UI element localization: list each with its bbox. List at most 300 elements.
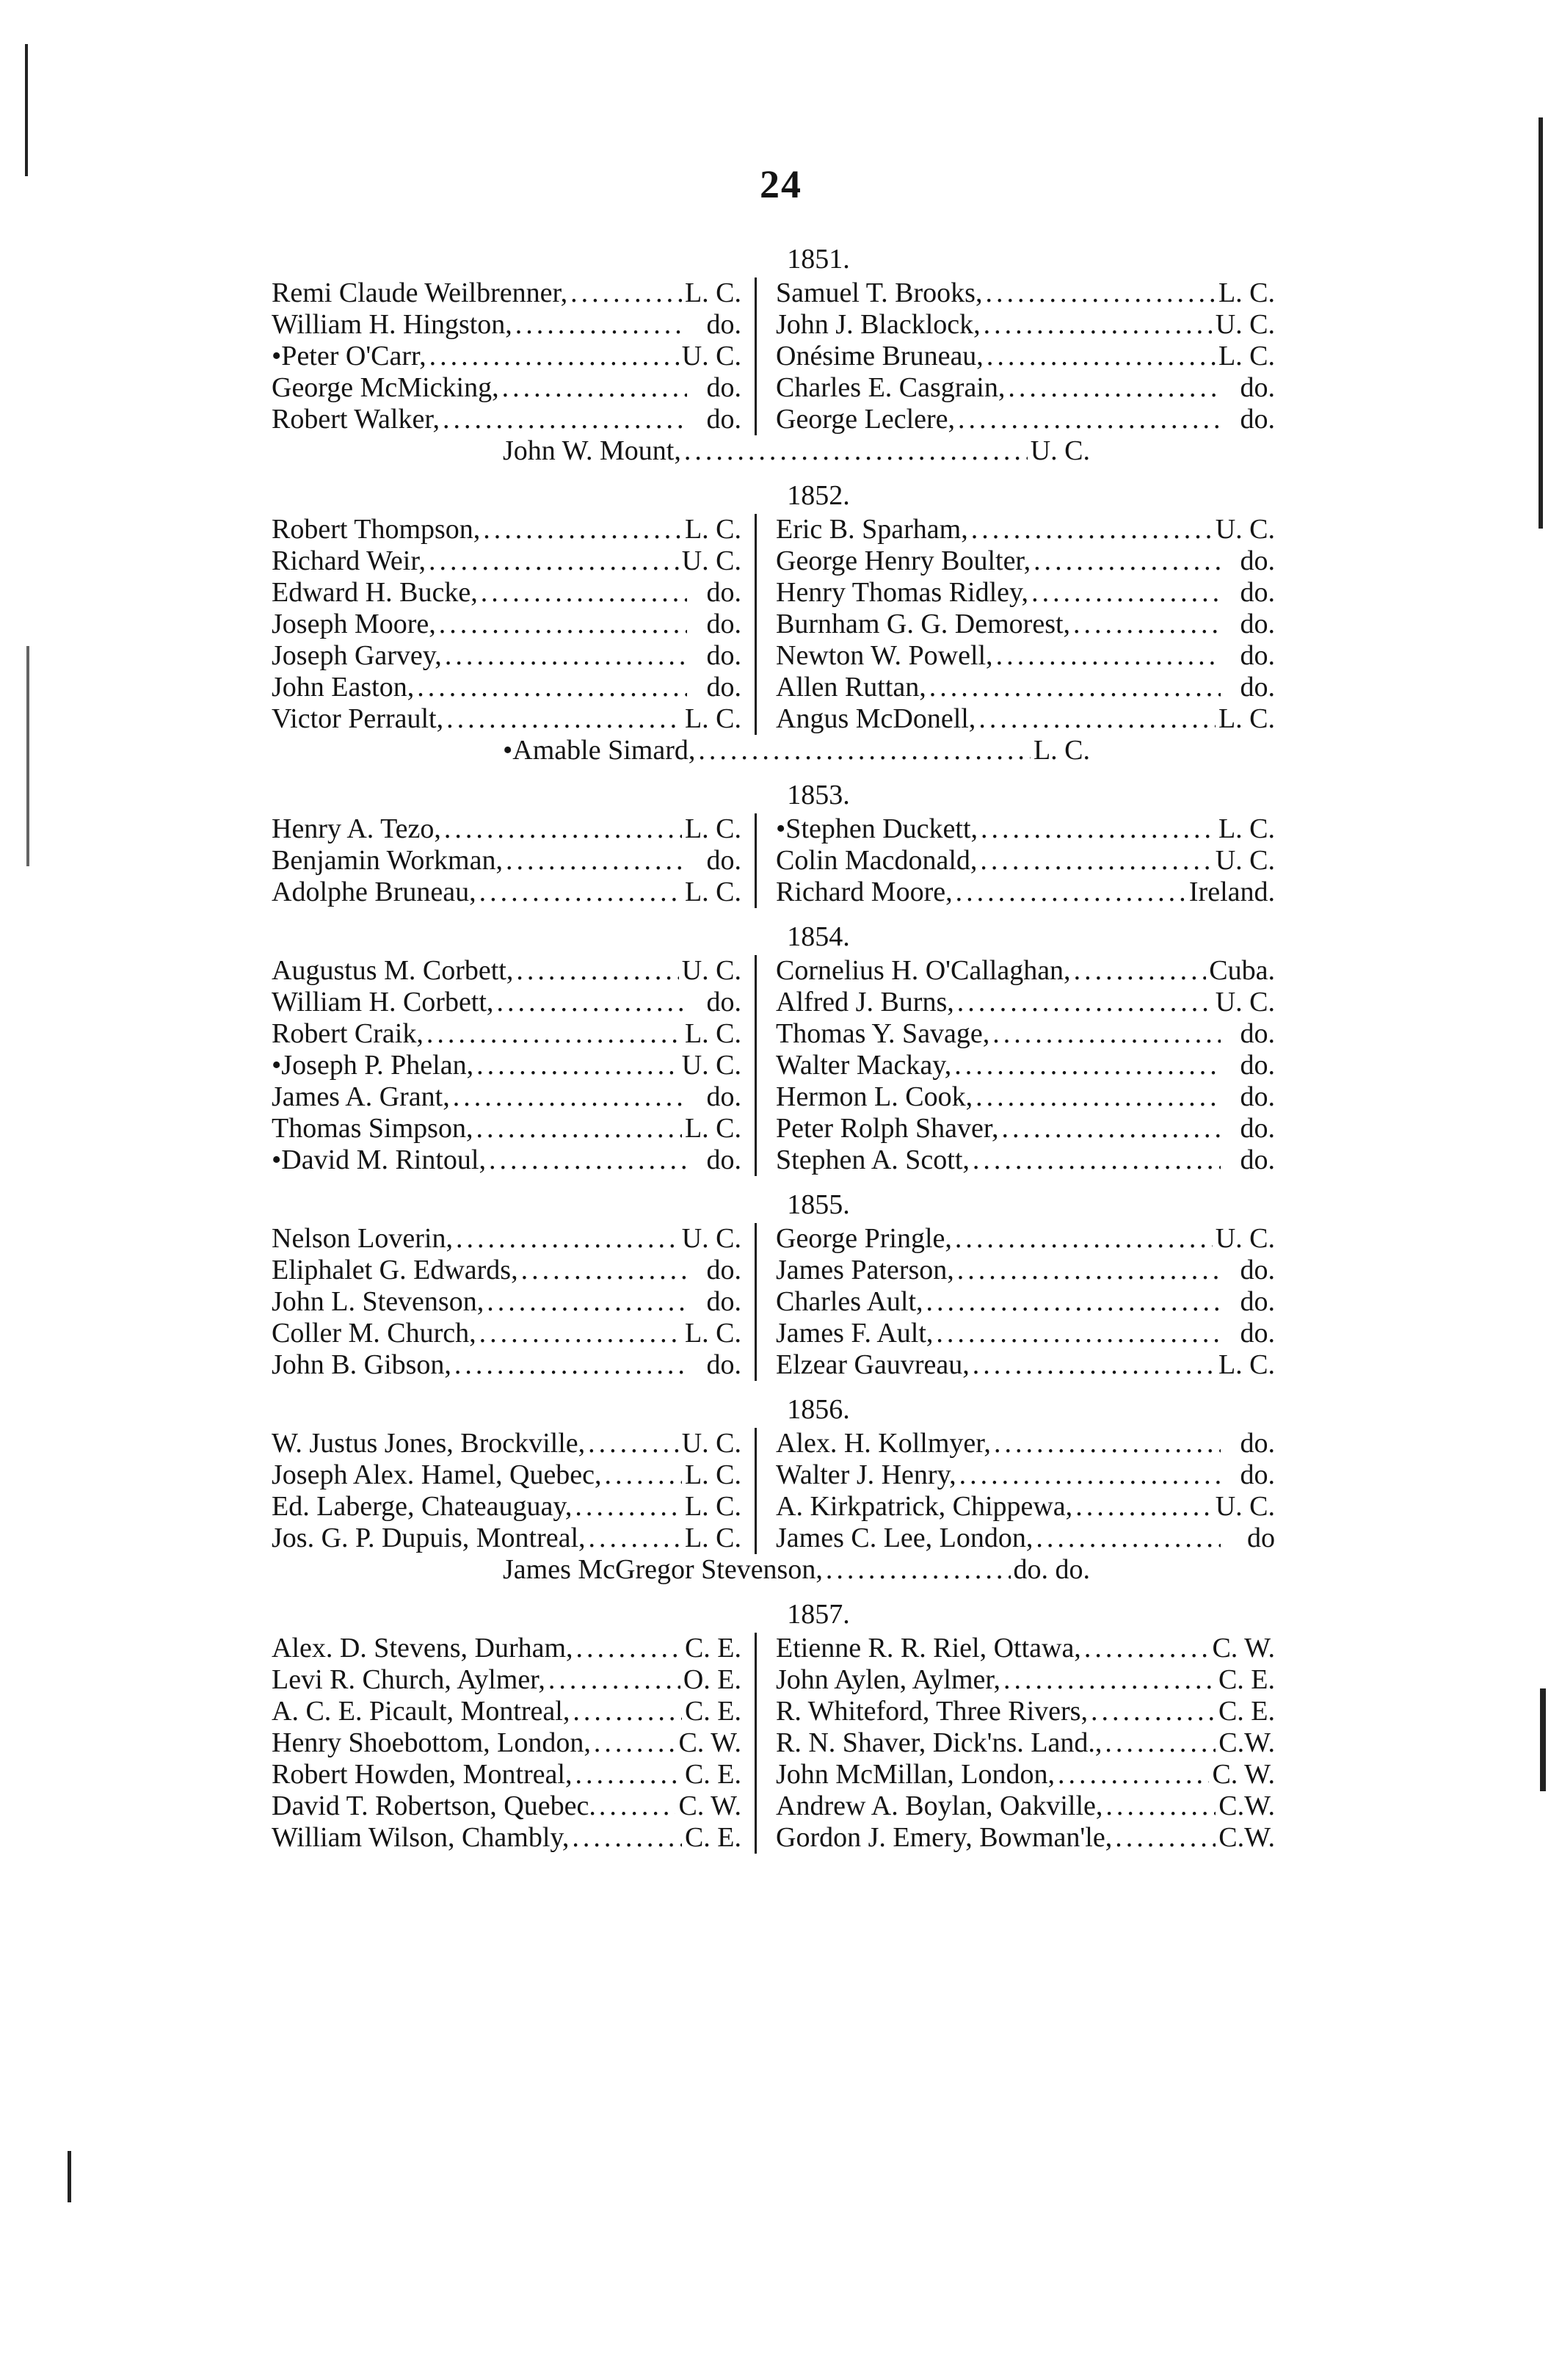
dot-leader bbox=[496, 987, 687, 1018]
entry-location: do. bbox=[706, 640, 741, 671]
dot-leader bbox=[506, 845, 687, 877]
dot-leader bbox=[570, 277, 682, 309]
entry-row bbox=[272, 372, 1321, 404]
dot-leader bbox=[489, 1144, 687, 1176]
left-entry bbox=[272, 703, 755, 735]
dot-leader bbox=[481, 577, 687, 609]
entry-location: C. W. bbox=[678, 1791, 741, 1821]
entry-name: Thomas Simpson, bbox=[272, 1113, 473, 1144]
entry-name: Alex. D. Stevens, Durham, bbox=[272, 1633, 573, 1664]
entry-location: do. bbox=[1240, 372, 1275, 403]
page-number: 24 bbox=[760, 162, 802, 206]
entry-location: C. E. bbox=[684, 1633, 741, 1664]
entry-location: do. bbox=[1240, 1018, 1275, 1049]
dot-leader bbox=[575, 1759, 681, 1791]
entry-name: Angus McDonell, bbox=[776, 703, 976, 734]
year-section bbox=[272, 241, 1321, 477]
entry-row bbox=[272, 609, 1321, 640]
right-entry bbox=[755, 609, 1275, 640]
entry-name: Henry Shoebottom, London, bbox=[272, 1727, 591, 1758]
entry-location: C. E. bbox=[684, 1822, 741, 1853]
dot-leader bbox=[971, 514, 1213, 545]
left-entry bbox=[272, 955, 755, 987]
entry-location: O. E. bbox=[683, 1664, 741, 1695]
year-heading: 1854. bbox=[787, 921, 850, 952]
entry-row bbox=[272, 1428, 1321, 1459]
section-gap bbox=[272, 1381, 1321, 1391]
full-width-entry-inner bbox=[503, 1554, 1090, 1586]
entry-row bbox=[272, 1255, 1321, 1286]
right-entry bbox=[755, 813, 1275, 845]
year-section bbox=[272, 1391, 1321, 1596]
dot-leader bbox=[575, 1491, 682, 1523]
dot-leader bbox=[955, 1223, 1213, 1255]
section-gap bbox=[272, 766, 1321, 777]
entry-name: George McMicking, bbox=[272, 372, 499, 403]
entry-name: John Easton, bbox=[272, 672, 415, 703]
dot-leader bbox=[987, 341, 1216, 372]
year-heading: 1853. bbox=[787, 780, 850, 810]
entry-row bbox=[272, 1759, 1321, 1791]
entry-row bbox=[272, 1459, 1321, 1491]
entry-name: Nelson Loverin, bbox=[272, 1223, 453, 1254]
entry-location: do. bbox=[1240, 1050, 1275, 1081]
left-entry bbox=[272, 672, 755, 703]
registry-list bbox=[272, 241, 1321, 1854]
entry-name: James F. Ault, bbox=[776, 1318, 934, 1349]
right-entry bbox=[755, 640, 1275, 672]
entry-name: Eliphalet G. Edwards, bbox=[272, 1255, 518, 1285]
right-entry bbox=[755, 514, 1275, 545]
entry-name: Coller M. Church, bbox=[272, 1318, 476, 1349]
entry-name: •Amable Simard, bbox=[503, 735, 696, 766]
dot-leader bbox=[1003, 1664, 1216, 1696]
left-entry bbox=[272, 813, 755, 845]
entry-name: John W. Mount, bbox=[503, 435, 681, 466]
entry-location: Ireland. bbox=[1188, 877, 1275, 907]
right-entry bbox=[755, 1491, 1275, 1523]
entry-location: U. C. bbox=[681, 545, 741, 576]
dot-leader bbox=[978, 703, 1216, 735]
entry-row bbox=[272, 1018, 1321, 1050]
dot-leader bbox=[594, 1727, 676, 1759]
entry-name: John McMillan, London, bbox=[776, 1759, 1055, 1790]
entry-name: R. N. Shaver, Dick'ns. Land., bbox=[776, 1727, 1103, 1758]
entry-name: Andrew A. Boylan, Oakville, bbox=[776, 1791, 1103, 1821]
dot-leader bbox=[954, 1050, 1221, 1081]
entry-location: do. do. bbox=[1013, 1554, 1090, 1585]
entry-name: •Stephen Duckett, bbox=[776, 813, 978, 844]
entry-name: Robert Craik, bbox=[272, 1018, 424, 1049]
entry-row bbox=[272, 1696, 1321, 1727]
scan-edge-mark-left-lower bbox=[26, 646, 29, 866]
dot-leader bbox=[516, 955, 678, 987]
entry-row bbox=[272, 404, 1321, 435]
entry-name: James McGregor Stevenson, bbox=[503, 1554, 823, 1585]
dot-leader bbox=[548, 1664, 680, 1696]
entry-name: Eric B. Sparham, bbox=[776, 514, 968, 545]
entry-location: do. bbox=[1240, 577, 1275, 608]
entry-row bbox=[272, 1491, 1321, 1523]
year-heading: 1855. bbox=[787, 1189, 850, 1220]
entry-location: do. bbox=[1240, 1318, 1275, 1349]
entry-location: U. C. bbox=[1215, 1223, 1275, 1254]
right-entry bbox=[755, 987, 1275, 1018]
entry-name: Victor Perrault, bbox=[272, 703, 444, 734]
left-entry bbox=[272, 1113, 755, 1144]
entry-name: Walter Mackay, bbox=[776, 1050, 952, 1081]
entry-row bbox=[272, 877, 1321, 908]
left-entry bbox=[272, 1759, 755, 1791]
right-entry bbox=[755, 404, 1275, 435]
left-entry bbox=[272, 341, 755, 372]
entry-location: C. E. bbox=[684, 1759, 741, 1790]
entry-location: C. W. bbox=[678, 1727, 741, 1758]
left-entry bbox=[272, 987, 755, 1018]
right-entry bbox=[755, 1223, 1275, 1255]
entry-location: do bbox=[1247, 1523, 1275, 1553]
left-entry bbox=[272, 577, 755, 609]
entry-row bbox=[272, 577, 1321, 609]
dot-leader bbox=[444, 813, 682, 845]
entry-location: do. bbox=[706, 845, 741, 876]
entry-name: Joseph Garvey, bbox=[272, 640, 442, 671]
section-gap bbox=[272, 1586, 1321, 1596]
scan-edge-mark-left bbox=[25, 44, 28, 176]
entry-location: L. C. bbox=[684, 813, 741, 844]
entry-location: L. C. bbox=[684, 1459, 741, 1490]
entry-name: James Paterson, bbox=[776, 1255, 954, 1285]
entry-name: Thomas Y. Savage, bbox=[776, 1018, 990, 1049]
left-entry bbox=[272, 1727, 755, 1759]
dot-leader bbox=[589, 1523, 682, 1554]
left-entry bbox=[272, 1523, 755, 1554]
dot-leader bbox=[996, 640, 1221, 672]
left-entry bbox=[272, 1491, 755, 1523]
year-section bbox=[272, 918, 1321, 1186]
left-entry bbox=[272, 640, 755, 672]
entry-location: L. C. bbox=[1218, 1349, 1275, 1380]
entry-name: Joseph Moore, bbox=[272, 609, 436, 639]
year-section bbox=[272, 777, 1321, 918]
entry-row bbox=[272, 1727, 1321, 1759]
dot-leader bbox=[439, 609, 687, 640]
entry-location: U. C. bbox=[1215, 987, 1275, 1017]
entry-location: U. C. bbox=[1215, 514, 1275, 545]
year-section bbox=[272, 1596, 1321, 1854]
right-entry bbox=[755, 1349, 1275, 1381]
entry-name: •David M. Rintoul, bbox=[272, 1144, 486, 1175]
dot-leader bbox=[479, 1318, 682, 1349]
entry-row bbox=[272, 955, 1321, 987]
dot-leader bbox=[826, 1554, 1011, 1586]
dot-leader bbox=[429, 341, 679, 372]
dot-leader bbox=[1105, 1727, 1216, 1759]
dot-leader bbox=[1074, 955, 1207, 987]
right-entry bbox=[755, 545, 1275, 577]
right-entry bbox=[755, 309, 1275, 341]
left-entry bbox=[272, 1018, 755, 1050]
entry-name: A. Kirkpatrick, Chippewa, bbox=[776, 1491, 1073, 1522]
left-entry bbox=[272, 1791, 755, 1822]
year-heading: 1856. bbox=[787, 1394, 850, 1425]
dot-leader bbox=[443, 404, 687, 435]
entry-row bbox=[272, 1113, 1321, 1144]
entry-row bbox=[272, 1349, 1321, 1381]
dot-leader bbox=[576, 1633, 682, 1664]
entry-location: do. bbox=[706, 577, 741, 608]
dot-leader bbox=[985, 277, 1215, 309]
left-entry bbox=[272, 1255, 755, 1286]
dot-leader bbox=[487, 1286, 687, 1318]
dot-leader bbox=[453, 1081, 687, 1113]
entry-row bbox=[272, 1633, 1321, 1664]
entry-name: Henry Thomas Ridley, bbox=[776, 577, 1029, 608]
entry-location: L. C. bbox=[684, 1113, 741, 1144]
entry-name: Alex. H. Kollmyer, bbox=[776, 1428, 991, 1459]
entry-location: do. bbox=[1240, 1286, 1275, 1317]
full-width-entry bbox=[272, 1554, 1321, 1586]
dot-leader bbox=[521, 1255, 687, 1286]
dot-leader bbox=[502, 372, 687, 404]
dot-leader bbox=[698, 735, 1031, 766]
entry-location: L. C. bbox=[1218, 813, 1275, 844]
entry-location: do. bbox=[1240, 1144, 1275, 1175]
right-entry bbox=[755, 577, 1275, 609]
entry-row bbox=[272, 703, 1321, 735]
entry-location: do. bbox=[706, 672, 741, 703]
entry-location: do. bbox=[1240, 545, 1275, 576]
dot-leader bbox=[973, 1349, 1216, 1381]
entry-row bbox=[272, 1081, 1321, 1113]
entry-name: James C. Lee, London, bbox=[776, 1523, 1034, 1553]
right-entry bbox=[755, 1081, 1275, 1113]
right-entry bbox=[755, 1428, 1275, 1459]
dot-leader bbox=[476, 1050, 679, 1081]
entry-location: U. C. bbox=[1215, 309, 1275, 340]
dot-leader bbox=[426, 1018, 682, 1050]
left-entry bbox=[272, 277, 755, 309]
entry-location: do. bbox=[1240, 1113, 1275, 1144]
entry-location: U. C. bbox=[681, 1223, 741, 1254]
entry-name: Augustus M. Corbett, bbox=[272, 955, 514, 986]
entry-location: do. bbox=[1240, 640, 1275, 671]
right-entry bbox=[755, 1286, 1275, 1318]
right-entry bbox=[755, 1050, 1275, 1081]
dot-leader bbox=[605, 1459, 682, 1491]
left-entry bbox=[272, 1050, 755, 1081]
entry-row bbox=[272, 514, 1321, 545]
left-entry bbox=[272, 372, 755, 404]
entry-name: Henry A. Tezo, bbox=[272, 813, 441, 844]
entry-name: Benjamin Workman, bbox=[272, 845, 503, 876]
left-entry bbox=[272, 1223, 755, 1255]
entry-name: Ed. Laberge, Chateauguay, bbox=[272, 1491, 573, 1522]
entry-name: Hermon L. Cook, bbox=[776, 1081, 973, 1112]
entry-name: Elzear Gauvreau, bbox=[776, 1349, 970, 1380]
year-heading: 1857. bbox=[787, 1599, 850, 1630]
entry-location: do. bbox=[706, 1081, 741, 1112]
entry-name: Samuel T. Brooks, bbox=[776, 277, 983, 308]
entry-name: Charles E. Casgrain, bbox=[776, 372, 1006, 403]
entry-name: Remi Claude Weilbrenner, bbox=[272, 277, 568, 308]
left-entry bbox=[272, 1822, 755, 1854]
entry-name: Etienne R. R. Riel, Ottawa, bbox=[776, 1633, 1081, 1664]
right-entry bbox=[755, 1018, 1275, 1050]
entry-location: C. E. bbox=[1218, 1664, 1275, 1695]
dot-leader bbox=[483, 514, 682, 545]
entry-name: John L. Stevenson, bbox=[272, 1286, 484, 1317]
entry-location: do. bbox=[706, 987, 741, 1017]
dot-leader bbox=[959, 1459, 1221, 1491]
entry-name: •Joseph P. Phelan, bbox=[272, 1050, 474, 1081]
entry-location: U. C. bbox=[681, 341, 741, 371]
full-width-entry-inner bbox=[503, 735, 1090, 766]
left-entry bbox=[272, 514, 755, 545]
dot-leader bbox=[992, 1018, 1221, 1050]
entry-row bbox=[272, 545, 1321, 577]
dot-leader bbox=[984, 309, 1213, 341]
dot-leader bbox=[417, 672, 687, 703]
dot-leader bbox=[456, 1223, 679, 1255]
entry-location: U. C. bbox=[1215, 845, 1275, 876]
left-entry bbox=[272, 1081, 755, 1113]
entry-name: David T. Robertson, Quebec. bbox=[272, 1791, 596, 1821]
entry-row bbox=[272, 813, 1321, 845]
year-heading: 1852. bbox=[787, 480, 850, 511]
entry-name: James A. Grant, bbox=[272, 1081, 450, 1112]
entry-location: Cuba. bbox=[1209, 955, 1275, 986]
entry-name: Walter J. Henry, bbox=[776, 1459, 956, 1490]
entry-name: George Pringle, bbox=[776, 1223, 952, 1254]
entry-name: Adolphe Bruneau, bbox=[272, 877, 476, 907]
right-entry bbox=[755, 1759, 1275, 1791]
left-entry bbox=[272, 1428, 755, 1459]
entry-location: L. C. bbox=[684, 514, 741, 545]
entry-location: do. bbox=[706, 404, 741, 435]
left-entry bbox=[272, 1286, 755, 1318]
full-width-entry bbox=[272, 735, 1321, 766]
entry-location: L. C. bbox=[684, 877, 741, 907]
entry-name: Richard Weir, bbox=[272, 545, 426, 576]
dot-leader bbox=[926, 1286, 1221, 1318]
entry-location: C. E. bbox=[684, 1696, 741, 1727]
section-gap bbox=[272, 908, 1321, 918]
entry-location: do. bbox=[1240, 672, 1275, 703]
right-entry bbox=[755, 372, 1275, 404]
dot-leader bbox=[445, 640, 687, 672]
entry-row bbox=[272, 1523, 1321, 1554]
entry-row bbox=[272, 277, 1321, 309]
right-entry bbox=[755, 1664, 1275, 1696]
right-entry bbox=[755, 1727, 1275, 1759]
entry-location: do. bbox=[1240, 404, 1275, 435]
entry-row bbox=[272, 1144, 1321, 1176]
entry-location: do. bbox=[1240, 1081, 1275, 1112]
entry-row bbox=[272, 341, 1321, 372]
entry-location: do. bbox=[706, 1144, 741, 1175]
entry-location: U. C. bbox=[681, 955, 741, 986]
entry-name: R. Whiteford, Three Rivers, bbox=[776, 1696, 1088, 1727]
right-entry bbox=[755, 1696, 1275, 1727]
entry-location: C.W. bbox=[1218, 1727, 1275, 1758]
entry-name: Edward H. Bucke, bbox=[272, 577, 478, 608]
dot-leader bbox=[1091, 1696, 1216, 1727]
entry-location: do. bbox=[706, 1349, 741, 1380]
right-entry bbox=[755, 1113, 1275, 1144]
entry-row bbox=[272, 309, 1321, 341]
entry-name: John B. Gibson, bbox=[272, 1349, 451, 1380]
left-entry bbox=[272, 845, 755, 877]
dot-leader bbox=[1001, 1113, 1221, 1144]
dot-leader bbox=[994, 1428, 1221, 1459]
dot-leader bbox=[1031, 577, 1221, 609]
entry-row bbox=[272, 1050, 1321, 1081]
entry-name: Burnham G. G. Demorest, bbox=[776, 609, 1071, 639]
left-entry bbox=[272, 1349, 755, 1381]
left-entry bbox=[272, 1318, 755, 1349]
entry-name: William Wilson, Chambly, bbox=[272, 1822, 570, 1853]
left-entry bbox=[272, 1459, 755, 1491]
entry-name: W. Justus Jones, Brockville, bbox=[272, 1428, 586, 1459]
dot-leader bbox=[957, 987, 1213, 1018]
entry-row bbox=[272, 987, 1321, 1018]
entry-location: do. bbox=[706, 609, 741, 639]
entry-name: Gordon J. Emery, Bowman'le, bbox=[776, 1822, 1113, 1853]
entry-name: Levi R. Church, Aylmer, bbox=[272, 1664, 545, 1695]
entry-location: do. bbox=[1240, 1255, 1275, 1285]
dot-leader bbox=[929, 672, 1221, 703]
entry-location: C.W. bbox=[1218, 1822, 1275, 1853]
entry-location: C. W. bbox=[1212, 1759, 1275, 1790]
left-entry bbox=[272, 1633, 755, 1664]
entry-name: •Peter O'Carr, bbox=[272, 341, 426, 371]
entry-name: Robert Howden, Montreal, bbox=[272, 1759, 573, 1790]
entry-row bbox=[272, 1822, 1321, 1854]
entry-location: C. W. bbox=[1212, 1633, 1275, 1664]
left-entry bbox=[272, 309, 755, 341]
right-entry bbox=[755, 703, 1275, 735]
entry-name: George Leclere, bbox=[776, 404, 956, 435]
entry-location: U. C. bbox=[681, 1428, 741, 1459]
entry-location: do. bbox=[1240, 1428, 1275, 1459]
dot-leader bbox=[1073, 609, 1221, 640]
entry-name: Charles Ault, bbox=[776, 1286, 923, 1317]
right-entry bbox=[755, 1459, 1275, 1491]
dot-leader bbox=[1084, 1633, 1210, 1664]
entry-name: William H. Hingston, bbox=[272, 309, 512, 340]
entry-location: L. C. bbox=[1218, 703, 1275, 734]
entry-location: U. C. bbox=[681, 1050, 741, 1081]
entry-location: L. C. bbox=[684, 1318, 741, 1349]
dot-leader bbox=[1115, 1822, 1216, 1854]
entry-location: U. C. bbox=[1215, 1491, 1275, 1522]
entry-location: L. C. bbox=[684, 703, 741, 734]
entry-location: do. bbox=[1240, 1459, 1275, 1490]
entry-location: do. bbox=[1240, 609, 1275, 639]
right-entry bbox=[755, 955, 1275, 987]
entry-row bbox=[272, 1791, 1321, 1822]
right-entry bbox=[755, 341, 1275, 372]
entry-name: Cornelius H. O'Callaghan, bbox=[776, 955, 1071, 986]
left-entry bbox=[272, 877, 755, 908]
right-entry bbox=[755, 845, 1275, 877]
entry-name: Joseph Alex. Hamel, Quebec, bbox=[272, 1459, 602, 1490]
entry-location: L. C. bbox=[1033, 735, 1090, 766]
right-entry bbox=[755, 277, 1275, 309]
dot-leader bbox=[976, 1081, 1221, 1113]
entry-location: L. C. bbox=[684, 1523, 741, 1553]
